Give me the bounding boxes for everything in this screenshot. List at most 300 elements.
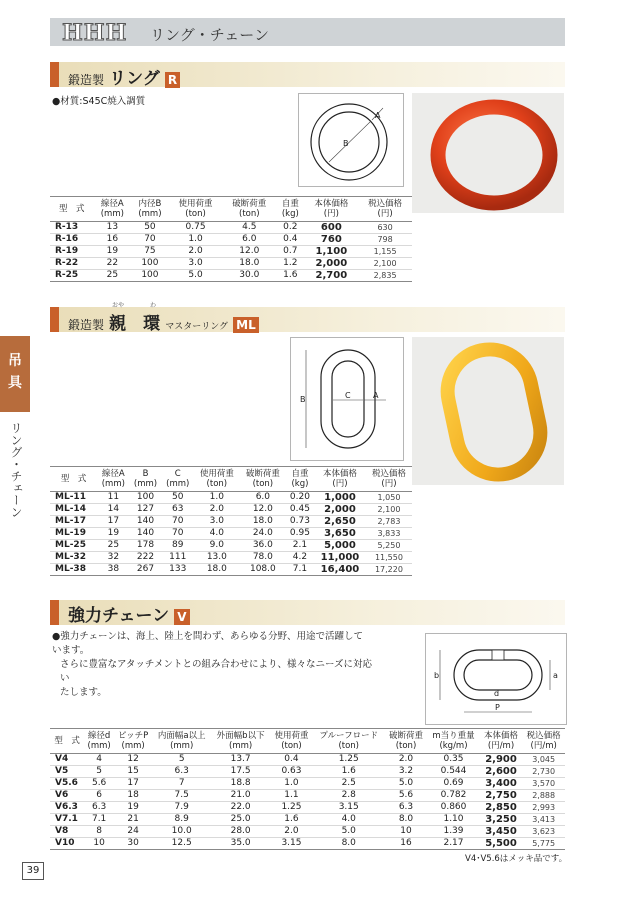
table-cell: 78.0 bbox=[240, 552, 286, 564]
table-cell: 0.20 bbox=[286, 492, 314, 504]
table-cell: 3,413 bbox=[522, 814, 565, 826]
table-row bbox=[50, 754, 565, 766]
table-cell: 798 bbox=[358, 234, 412, 246]
table-cell: 17.5 bbox=[211, 766, 270, 778]
master-col-header-line: B bbox=[142, 469, 149, 479]
table-row bbox=[50, 802, 565, 814]
table-cell: 3,623 bbox=[522, 826, 565, 838]
master-col-header-line: 破断荷重 bbox=[245, 469, 280, 479]
table-cell: V5 bbox=[50, 766, 84, 778]
table-cell: 1.25 bbox=[313, 754, 385, 766]
table-cell: R-13 bbox=[50, 222, 94, 234]
table-row bbox=[50, 564, 412, 576]
table-cell: 2.8 bbox=[313, 790, 385, 802]
table-cell: R-16 bbox=[50, 234, 94, 246]
ring-col-header-line: (ton) bbox=[185, 209, 206, 219]
master-col-header-line: (ton) bbox=[206, 479, 228, 489]
master-title: 親 環 bbox=[109, 314, 161, 334]
chain-col-header-line: (円/m) bbox=[487, 741, 515, 751]
table-cell: 178 bbox=[129, 540, 161, 552]
table-cell: ML-19 bbox=[50, 528, 97, 540]
chain-col-header bbox=[114, 729, 152, 754]
chain-col-header-line: 破断荷重 bbox=[388, 731, 423, 741]
ring-col-header bbox=[50, 197, 94, 222]
table-cell: 2,900 bbox=[480, 754, 523, 766]
chain-dim-a: a bbox=[553, 671, 558, 680]
table-cell: 2,888 bbox=[522, 790, 565, 802]
table-cell: 0.4 bbox=[270, 754, 313, 766]
table-cell: 5,000 bbox=[314, 540, 366, 552]
table-cell: 760 bbox=[305, 234, 359, 246]
master-ruby-1: おや bbox=[112, 302, 125, 309]
ring-section-mark bbox=[50, 62, 59, 87]
master-col-header-line: 型 式 bbox=[60, 474, 87, 484]
chain-col-header-line: m当り重量 bbox=[432, 731, 475, 741]
ring-col-header bbox=[169, 197, 223, 222]
ring-col-header-line: (円) bbox=[377, 209, 393, 219]
chain-col-header-line: (mm) bbox=[229, 741, 253, 751]
table-cell: 3,570 bbox=[522, 778, 565, 790]
table-cell: 2,835 bbox=[358, 270, 412, 282]
chain-col-header-line: 外面幅b以下 bbox=[216, 731, 265, 741]
chain-dim-d: d bbox=[494, 689, 500, 698]
table-cell: 0.544 bbox=[427, 766, 479, 778]
table-cell: 6.3 bbox=[84, 802, 114, 814]
master-col-header bbox=[50, 467, 97, 492]
table-cell: 267 bbox=[129, 564, 161, 576]
table-cell: V8 bbox=[50, 826, 84, 838]
master-col-header-line: C bbox=[174, 469, 181, 479]
chain-col-header-line: (ton) bbox=[395, 741, 417, 751]
table-cell: 6.3 bbox=[385, 802, 428, 814]
table-cell: 1.39 bbox=[427, 826, 479, 838]
table-cell: 6.3 bbox=[152, 766, 211, 778]
table-cell: 0.4 bbox=[276, 234, 304, 246]
table-cell: 4.0 bbox=[194, 528, 240, 540]
table-cell: 5.6 bbox=[84, 778, 114, 790]
table-cell: ML-32 bbox=[50, 552, 97, 564]
chain-col-header-line: (kg/m) bbox=[439, 741, 468, 751]
chain-col-header-line: 内面幅a以上 bbox=[157, 731, 206, 741]
table-cell: 21.0 bbox=[211, 790, 270, 802]
table-cell: 36.0 bbox=[240, 540, 286, 552]
table-cell: 2,850 bbox=[480, 802, 523, 814]
table-cell: 1.0 bbox=[169, 234, 223, 246]
chain-col-header-line: 線径d bbox=[87, 731, 111, 741]
table-cell: ML-14 bbox=[50, 504, 97, 516]
ring-col-header-line: 破断荷重 bbox=[232, 199, 267, 209]
table-cell: 12.0 bbox=[222, 246, 276, 258]
table-cell: 5.0 bbox=[169, 270, 223, 282]
table-cell: 1.25 bbox=[270, 802, 313, 814]
table-cell: 3,650 bbox=[314, 528, 366, 540]
table-cell: 140 bbox=[129, 528, 161, 540]
master-col-header bbox=[314, 467, 366, 492]
ring-prefix: 鍛造製 bbox=[68, 73, 105, 87]
ring-col-header-line: 自重 bbox=[281, 199, 299, 209]
table-cell: 133 bbox=[162, 564, 194, 576]
table-cell: 4 bbox=[84, 754, 114, 766]
table-cell: 2,100 bbox=[366, 504, 412, 516]
chain-col-header-line: (円/m) bbox=[530, 741, 557, 751]
table-cell: 30 bbox=[114, 838, 152, 850]
master-col-header bbox=[162, 467, 194, 492]
table-cell: 1.0 bbox=[194, 492, 240, 504]
table-cell: 1,000 bbox=[314, 492, 366, 504]
chain-col-header-line: プルーフロード bbox=[319, 731, 379, 741]
page-title: リング・チェーン bbox=[150, 26, 269, 44]
table-cell: 25 bbox=[94, 270, 132, 282]
master-col-header-line: (mm) bbox=[166, 479, 190, 489]
table-cell: 630 bbox=[358, 222, 412, 234]
table-row bbox=[50, 540, 412, 552]
master-col-header-line: 線径A bbox=[101, 469, 125, 479]
table-row bbox=[50, 778, 565, 790]
page-number: 39 bbox=[22, 862, 44, 880]
chain-diagram bbox=[425, 633, 567, 725]
chain-col-header-line: (mm) bbox=[170, 741, 194, 751]
table-row bbox=[50, 234, 412, 246]
master-col-header bbox=[366, 467, 412, 492]
master-section-heading bbox=[68, 309, 259, 334]
table-cell: 0.860 bbox=[427, 802, 479, 814]
table-cell: 75 bbox=[131, 246, 169, 258]
table-cell: 0.75 bbox=[169, 222, 223, 234]
table-cell: 600 bbox=[305, 222, 359, 234]
table-cell: 3.0 bbox=[169, 258, 223, 270]
ring-col-header-line: 線径A bbox=[100, 199, 124, 209]
table-cell: 18.0 bbox=[194, 564, 240, 576]
table-cell: 2,650 bbox=[314, 516, 366, 528]
table-cell: 100 bbox=[131, 258, 169, 270]
chain-col-header bbox=[385, 729, 428, 754]
chain-col-header bbox=[427, 729, 479, 754]
chain-section-mark bbox=[50, 600, 59, 625]
ring-diagram-svg bbox=[299, 94, 403, 186]
chain-diagram-svg bbox=[426, 634, 566, 724]
chain-col-header-line: 税込価格 bbox=[526, 731, 561, 741]
ring-col-header-line: (mm) bbox=[138, 209, 162, 219]
table-cell: 50 bbox=[131, 222, 169, 234]
table-cell: 1.6 bbox=[276, 270, 304, 282]
table-cell: 1,050 bbox=[366, 492, 412, 504]
table-cell: 70 bbox=[131, 234, 169, 246]
table-cell: 0.69 bbox=[427, 778, 479, 790]
table-cell: 7 bbox=[152, 778, 211, 790]
master-dim-b: B bbox=[300, 395, 306, 404]
table-cell: 8.0 bbox=[313, 838, 385, 850]
ring-dim-a: A bbox=[375, 111, 381, 120]
table-cell: 3,250 bbox=[480, 814, 523, 826]
master-col-header-line: 税込価格 bbox=[371, 469, 406, 479]
table-cell: 7.9 bbox=[152, 802, 211, 814]
master-badge: ML bbox=[233, 317, 259, 333]
table-cell: 1.2 bbox=[276, 258, 304, 270]
master-col-header-line: (円) bbox=[332, 479, 348, 489]
table-cell: V6.3 bbox=[50, 802, 84, 814]
table-cell: 222 bbox=[129, 552, 161, 564]
chain-col-header-line: (mm) bbox=[121, 741, 145, 751]
table-row bbox=[50, 258, 412, 270]
ring-col-header bbox=[358, 197, 412, 222]
master-col-header bbox=[286, 467, 314, 492]
table-cell: 108.0 bbox=[240, 564, 286, 576]
table-cell: 7.1 bbox=[84, 814, 114, 826]
table-cell: 10 bbox=[385, 826, 428, 838]
chain-title: 強力チェーン bbox=[68, 606, 170, 626]
table-cell: V4 bbox=[50, 754, 84, 766]
master-col-header bbox=[97, 467, 129, 492]
table-row bbox=[50, 766, 565, 778]
table-cell: 17,220 bbox=[366, 564, 412, 576]
table-cell: 3.0 bbox=[194, 516, 240, 528]
master-dim-a: A bbox=[373, 391, 379, 400]
table-cell: 38 bbox=[97, 564, 129, 576]
table-row bbox=[50, 246, 412, 258]
chain-desc-line-1: ●強力チェーンは、海上、陸上を問わず、あらゆる分野、用途で活躍しています。 bbox=[52, 631, 364, 656]
master-dim-c: C bbox=[345, 391, 351, 400]
chain-col-header bbox=[480, 729, 523, 754]
master-subtitle: マスターリング bbox=[165, 322, 229, 332]
side-tab-char-1: 吊 bbox=[8, 353, 22, 369]
side-tab-char-2: 具 bbox=[8, 375, 22, 391]
ring-col-header bbox=[94, 197, 132, 222]
ring-col-header bbox=[276, 197, 304, 222]
ring-photo-svg bbox=[412, 93, 564, 213]
table-row bbox=[50, 838, 565, 850]
master-col-header-line: 使用荷重 bbox=[199, 469, 234, 479]
master-diagram-svg bbox=[291, 338, 403, 460]
table-cell: 1,155 bbox=[358, 246, 412, 258]
table-cell: 8.0 bbox=[385, 814, 428, 826]
ring-photo bbox=[412, 93, 564, 213]
chain-dim-p: P bbox=[495, 703, 500, 712]
table-cell: 4.5 bbox=[222, 222, 276, 234]
master-col-header bbox=[240, 467, 286, 492]
table-cell: 10 bbox=[84, 838, 114, 850]
chain-col-header bbox=[50, 729, 84, 754]
master-photo-svg bbox=[412, 337, 564, 485]
chain-col-header-line: (mm) bbox=[87, 741, 111, 751]
chain-col-header-line: 使用荷重 bbox=[274, 731, 309, 741]
chain-col-header bbox=[211, 729, 270, 754]
table-cell: 2.1 bbox=[286, 540, 314, 552]
table-cell: 2.17 bbox=[427, 838, 479, 850]
table-cell: 19 bbox=[94, 246, 132, 258]
table-cell: 13 bbox=[94, 222, 132, 234]
table-cell: 6.0 bbox=[240, 492, 286, 504]
table-cell: 140 bbox=[129, 516, 161, 528]
ring-col-header-line: (mm) bbox=[100, 209, 124, 219]
table-cell: 7.5 bbox=[152, 790, 211, 802]
chain-badge: V bbox=[174, 609, 189, 625]
ring-col-header-line: 内径B bbox=[138, 199, 162, 209]
table-cell: 30.0 bbox=[222, 270, 276, 282]
table-cell: 0.95 bbox=[286, 528, 314, 540]
master-col-header-line: (mm) bbox=[101, 479, 125, 489]
table-cell: 2,600 bbox=[480, 766, 523, 778]
brand-logo: HHH bbox=[62, 20, 128, 46]
table-cell: 0.2 bbox=[276, 222, 304, 234]
table-cell: 11,000 bbox=[314, 552, 366, 564]
table-cell: 0.7 bbox=[276, 246, 304, 258]
table-cell: 4.0 bbox=[313, 814, 385, 826]
master-col-header bbox=[194, 467, 240, 492]
table-cell: 5.0 bbox=[313, 826, 385, 838]
table-cell: 63 bbox=[162, 504, 194, 516]
ring-section-heading bbox=[68, 64, 180, 89]
table-cell: 6.0 bbox=[222, 234, 276, 246]
table-cell: 14 bbox=[97, 504, 129, 516]
table-cell: 24 bbox=[114, 826, 152, 838]
table-cell: 5.6 bbox=[385, 790, 428, 802]
master-col-header-line: (円) bbox=[381, 479, 397, 489]
table-cell: ML-11 bbox=[50, 492, 97, 504]
table-cell: R-19 bbox=[50, 246, 94, 258]
master-col-header-line: (mm) bbox=[133, 479, 158, 489]
table-cell: 13.7 bbox=[211, 754, 270, 766]
table-cell: 100 bbox=[129, 492, 161, 504]
table-cell: 8.9 bbox=[152, 814, 211, 826]
table-cell: 10.0 bbox=[152, 826, 211, 838]
master-spec-table bbox=[50, 466, 412, 576]
table-cell: 5.0 bbox=[385, 778, 428, 790]
ring-col-header-line: (ton) bbox=[239, 209, 260, 219]
ring-col-header-line: 税込価格 bbox=[368, 199, 403, 209]
table-cell: 3,045 bbox=[522, 754, 565, 766]
table-cell: 2.5 bbox=[313, 778, 385, 790]
table-row bbox=[50, 222, 412, 234]
ring-badge: R bbox=[165, 72, 180, 88]
master-ruby-2: わ bbox=[150, 302, 157, 309]
table-cell: 17 bbox=[114, 778, 152, 790]
chain-col-header-line: (ton) bbox=[281, 741, 302, 751]
table-cell: 6 bbox=[84, 790, 114, 802]
table-cell: 127 bbox=[129, 504, 161, 516]
table-cell: 1.10 bbox=[427, 814, 479, 826]
table-cell: 3.15 bbox=[313, 802, 385, 814]
table-cell: 2,783 bbox=[366, 516, 412, 528]
table-cell: 5,500 bbox=[480, 838, 523, 850]
table-cell: 7.1 bbox=[286, 564, 314, 576]
table-cell: 0.45 bbox=[286, 504, 314, 516]
table-cell: 1,100 bbox=[305, 246, 359, 258]
chain-spec-table bbox=[50, 728, 565, 850]
table-cell: 5 bbox=[84, 766, 114, 778]
table-cell: 2,750 bbox=[480, 790, 523, 802]
table-cell: 21 bbox=[114, 814, 152, 826]
ring-col-header bbox=[222, 197, 276, 222]
table-cell: 22.0 bbox=[211, 802, 270, 814]
table-cell: 2.0 bbox=[194, 504, 240, 516]
chain-desc-line-2: さらに豊富なアタッチメントとの組み合わせにより、様々なニーズに対応い bbox=[60, 659, 372, 684]
chain-description bbox=[52, 630, 372, 700]
ring-col-header bbox=[131, 197, 169, 222]
table-row bbox=[50, 814, 565, 826]
table-cell: R-25 bbox=[50, 270, 94, 282]
table-cell: 9.0 bbox=[194, 540, 240, 552]
table-cell: V7.1 bbox=[50, 814, 84, 826]
table-cell: V5.6 bbox=[50, 778, 84, 790]
table-row bbox=[50, 516, 412, 528]
table-cell: 11 bbox=[97, 492, 129, 504]
table-cell: 12 bbox=[114, 754, 152, 766]
table-cell: 18.0 bbox=[222, 258, 276, 270]
table-cell: 3,450 bbox=[480, 826, 523, 838]
table-row bbox=[50, 270, 412, 282]
table-cell: 12.5 bbox=[152, 838, 211, 850]
table-cell: 111 bbox=[162, 552, 194, 564]
table-cell: ML-38 bbox=[50, 564, 97, 576]
chain-col-header-line: 型 式 bbox=[54, 736, 80, 746]
table-cell: 18.8 bbox=[211, 778, 270, 790]
table-cell: 19 bbox=[97, 528, 129, 540]
ring-spec-table bbox=[50, 196, 412, 282]
table-cell: 3,400 bbox=[480, 778, 523, 790]
table-cell: 5,250 bbox=[366, 540, 412, 552]
master-photo bbox=[412, 337, 564, 485]
table-cell: 2,730 bbox=[522, 766, 565, 778]
ring-dim-b: B bbox=[343, 139, 349, 148]
table-row bbox=[50, 528, 412, 540]
table-cell: 3.2 bbox=[385, 766, 428, 778]
table-cell: 3,833 bbox=[366, 528, 412, 540]
ring-title: リング bbox=[109, 69, 160, 89]
ring-diagram bbox=[298, 93, 404, 187]
table-cell: 4.2 bbox=[286, 552, 314, 564]
master-diagram bbox=[290, 337, 404, 461]
chain-col-header bbox=[152, 729, 211, 754]
table-cell: 28.0 bbox=[211, 826, 270, 838]
table-cell: 3.15 bbox=[270, 838, 313, 850]
table-cell: 70 bbox=[162, 528, 194, 540]
table-cell: 0.63 bbox=[270, 766, 313, 778]
table-cell: 18.0 bbox=[240, 516, 286, 528]
chain-desc-line-3: たします。 bbox=[60, 687, 107, 698]
side-tab bbox=[0, 336, 30, 412]
table-cell: 13.0 bbox=[194, 552, 240, 564]
master-col-header-line: (kg) bbox=[291, 479, 309, 489]
table-cell: 0.73 bbox=[286, 516, 314, 528]
table-cell: 5,775 bbox=[522, 838, 565, 850]
table-cell: 16 bbox=[94, 234, 132, 246]
table-cell: 24.0 bbox=[240, 528, 286, 540]
table-cell: 1.0 bbox=[270, 778, 313, 790]
chain-col-header bbox=[313, 729, 385, 754]
chain-footnote: V4･V5.6はメッキ品です。 bbox=[465, 854, 568, 864]
table-cell: 89 bbox=[162, 540, 194, 552]
table-cell: 25 bbox=[97, 540, 129, 552]
chain-dim-b: b bbox=[434, 671, 440, 680]
table-cell: 0.782 bbox=[427, 790, 479, 802]
master-col-header bbox=[129, 467, 161, 492]
table-cell: 2.0 bbox=[385, 754, 428, 766]
master-col-header-line: (ton) bbox=[252, 479, 274, 489]
table-cell: 2.0 bbox=[169, 246, 223, 258]
table-cell: 1.6 bbox=[313, 766, 385, 778]
chain-col-header bbox=[84, 729, 114, 754]
master-prefix: 鍛造製 bbox=[68, 318, 105, 332]
chain-col-header-line: (ton) bbox=[338, 741, 359, 751]
table-row bbox=[50, 790, 565, 802]
table-cell: 19 bbox=[114, 802, 152, 814]
table-cell: 2,100 bbox=[358, 258, 412, 270]
chain-section-heading bbox=[68, 601, 190, 626]
table-cell: 50 bbox=[162, 492, 194, 504]
table-row bbox=[50, 826, 565, 838]
chain-col-header bbox=[522, 729, 565, 754]
table-cell: 70 bbox=[162, 516, 194, 528]
